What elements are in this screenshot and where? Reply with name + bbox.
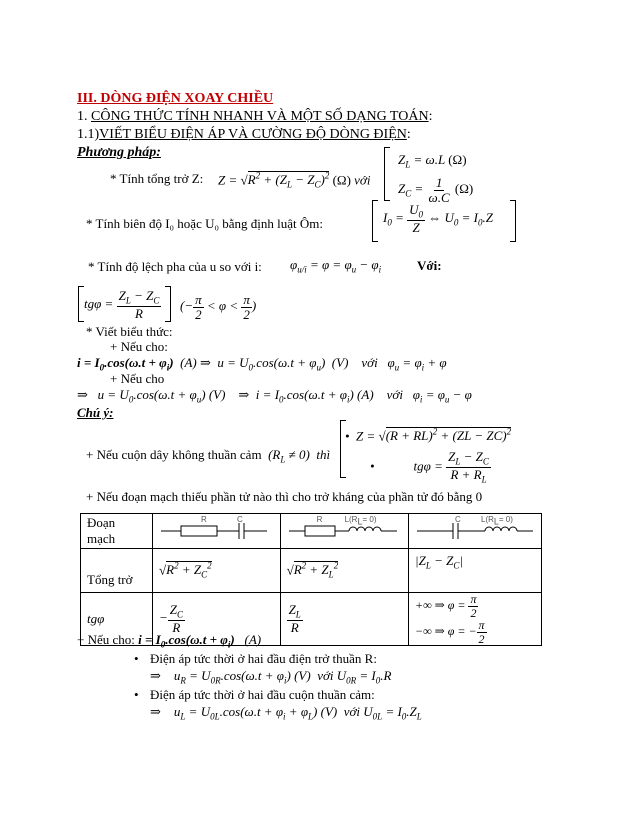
bullet-1: •: [134, 651, 139, 666]
impedance-lc: $|Z_L - Z_C|$: [409, 549, 542, 593]
circuit-rc: [152, 514, 280, 549]
coil-condition: + Nếu cuộn dây không thuần cảm $(R_L \ne 0)$ thì: [86, 447, 331, 465]
heading-1-text: CÔNG THỨC TÍNH NHANH VÀ MỘT SỐ DẠNG TOÁN: [91, 109, 429, 124]
tan-lc: +∞ ⇒ φ = $\frac{\pi}{2}$ −∞ ⇒ φ = − $\frac{\pi}{2}$: [409, 593, 542, 646]
bracket-right-3: [165, 286, 171, 322]
circuit-rl: [280, 514, 408, 549]
expr-line2: ⇒ $u = U_0.\cos(\omega.t + \varphi_u)$ (V) ⇒ $i = I_0.\cos(\omega.t + \varphi_i)$ (A) với $\varphi_i = \varphi_u - \varphi$: [77, 387, 472, 405]
label-l-2: L(RL= 0): [344, 515, 377, 527]
note-label: Chú ý:: [77, 405, 114, 420]
impedance-rc: $√R^2 + Z_C^2$: [152, 549, 280, 593]
phase-label: * Tính độ lệch pha của u so với i:: [88, 259, 262, 274]
bracket-left-2: [372, 200, 378, 242]
circuit-table: [80, 513, 542, 646]
zc-formula: $Z_C$ = $\frac{1}{\omega.C}$ (Ω): [398, 175, 474, 205]
inductor-voltage-label: Điện áp tức thời ở hai đầu cuộn thuần cảm:: [150, 687, 375, 702]
expr-label: * Viết biểu thức:: [86, 324, 173, 339]
bracket-left: [384, 147, 390, 201]
lc-circuit-diagram: [415, 514, 535, 544]
tan-coil-formula: • tgφ = $\frac{Z_L - Z_C}{R + R_L}$: [370, 449, 489, 485]
impedance-formula: $Z = √R^2 + (Z_L - Z_C)^2$ (Ω) với: [218, 171, 371, 190]
zl-formula: $Z_L = \omega.L$ (Ω): [398, 152, 467, 170]
phase-with: Với:: [417, 258, 442, 273]
phase-formula: $\varphi_{u/i} = \varphi = \varphi_u - \varphi_i$: [290, 257, 382, 275]
row-label-impedance: Tổng trở: [81, 549, 153, 593]
phase-range: (− $\frac{\pi}{2}$ < φ < $\frac{\pi}{2}$ ): [180, 292, 257, 322]
z-coil-formula: • Z = √(R + RL)$^2$ + (ZL − ZC)$^2$: [345, 427, 512, 444]
label-l-3: L(RL= 0): [481, 515, 513, 527]
missing-element-note: + Nếu đoạn mạch thiếu phần tử nào thì cho trở kháng của phần tử đó bằng 0: [86, 489, 483, 504]
expr-if2: + Nếu cho: [110, 371, 165, 386]
tan-formula: tgφ = $\frac{Z_L - Z_C}{R}$: [84, 288, 160, 322]
label-c-1: C: [236, 515, 243, 524]
section-title: III. DÒNG ĐIỆN XOAY CHIỀU: [77, 91, 274, 106]
heading-1-1: 1.1)VIẾT BIỂU ĐIỆN ÁP VÀ CƯỜNG ĐỘ DÒNG ĐIỆN:: [77, 127, 411, 142]
resistor-voltage-label: Điện áp tức thời ở hai đầu điện trở thuần R:: [150, 651, 377, 666]
bracket-right-2: [510, 200, 516, 242]
final-if: + Nếu cho: $i = I_0.\cos(\omega.t + \varphi_i)$ (A): [77, 632, 262, 650]
expr-line1: $i = I_0.\cos(\omega.t + \varphi_i)$ (A) ⇒ $u = U_0.\cos(\omega.t + \varphi_u)$ (V) với $\varphi_u = \varphi_i + \varphi$: [77, 355, 447, 373]
label-r-2: R: [316, 515, 323, 524]
method-label: Phương pháp:: [77, 145, 161, 160]
amplitude-label: * Tính biên độ I₀ hoặc U₀ bằng định luật Ôm:: [86, 216, 324, 231]
row-label-circuit: Đoạn mạch: [81, 514, 153, 549]
impedance-label: * Tính tổng trở Z:: [110, 171, 204, 186]
label-c-3: C: [455, 515, 461, 524]
inductor-voltage-eq: ⇒ $u_L = U_{0L}.\cos(\omega.t + \varphi_i + \varphi_L)$ (V) với $U_{0L} = I_0.Z_L$: [150, 704, 422, 722]
circuit-lc: [409, 514, 542, 549]
heading-1: 1. CÔNG THỨC TÍNH NHANH VÀ MỘT SỐ DẠNG TOÁN:: [77, 109, 433, 124]
bullet-2: •: [134, 687, 139, 702]
heading-1-1-text: VIẾT BIỂU ĐIỆN ÁP VÀ CƯỜNG ĐỘ DÒNG ĐIỆN: [99, 127, 407, 142]
tan-rc: − $\frac{Z_C}{R}$: [152, 593, 280, 646]
row-label-tan: tgφ: [81, 593, 153, 646]
resistor-voltage-eq: ⇒ $u_R = U_{0R}.\cos(\omega.t + \varphi_i)$ (V) với $U_{0R} = I_0.R$: [150, 668, 392, 686]
table-row-impedance: [81, 549, 542, 593]
table-row-circuit: [81, 514, 542, 549]
tan-rl: $\frac{Z_L}{R}$: [280, 593, 408, 646]
expr-if1: + Nếu cho:: [110, 339, 168, 354]
label-r-1: R: [200, 515, 207, 524]
amplitude-formula: $I_0$ = $\frac{U_0}{Z}$ ⇔ $U_0 = I_0.Z$: [383, 202, 493, 236]
rl-circuit-diagram: [287, 514, 399, 544]
rc-circuit-diagram: [159, 514, 269, 544]
impedance-rl: $√R^2 + Z_L^2$: [280, 549, 408, 593]
